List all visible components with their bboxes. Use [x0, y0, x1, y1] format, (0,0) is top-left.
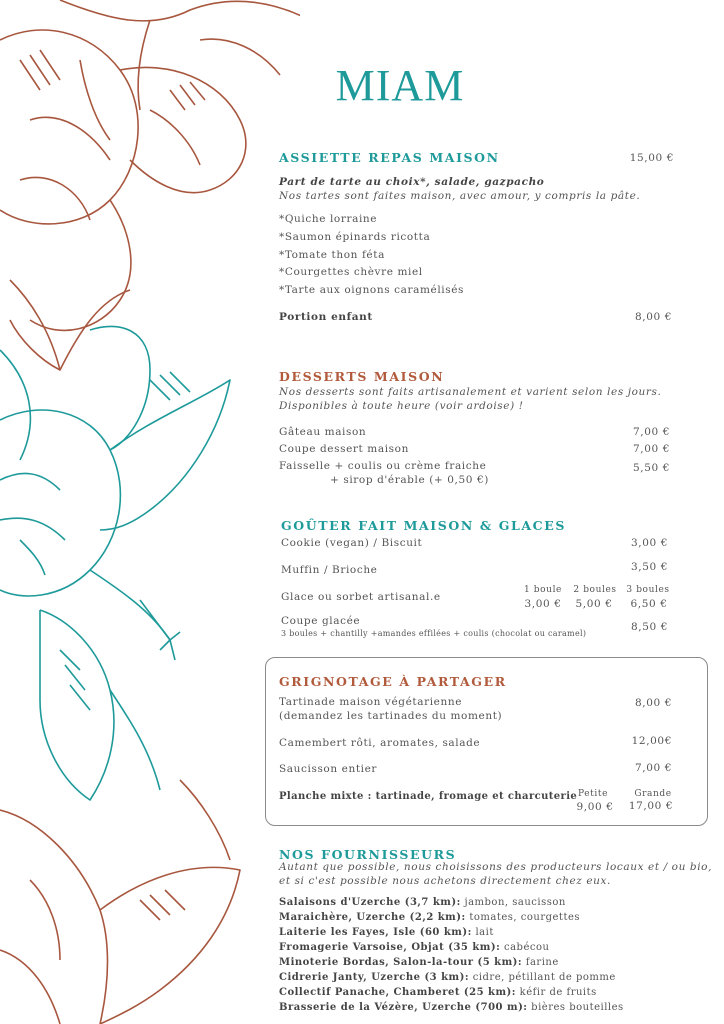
glace-size: 1 boule	[524, 585, 562, 595]
section-heading-desserts: DESSERTS MAISON	[279, 369, 445, 384]
dessert-item-price: 7,00 €	[633, 426, 670, 438]
fournisseur-products: lait	[471, 927, 494, 938]
section-heading-grignotage: GRIGNOTAGE À PARTAGER	[279, 674, 507, 689]
fournisseur-products: bières bouteilles	[527, 1002, 624, 1013]
tartinade-price: 8,00 €	[635, 697, 672, 709]
fournisseur-item	[279, 897, 566, 908]
magnolia-flower-teal-icon	[0, 326, 230, 800]
tarte-item: *Tarte aux oignons caramélisés	[279, 284, 465, 296]
dessert-item-price: 5,50 €	[633, 462, 670, 474]
fournisseurs-desc-2: et si c'est possible nous achetons directement chez eux.	[279, 875, 611, 887]
fournisseur-products: cabécou	[500, 942, 550, 953]
leaf-rust-icon	[0, 780, 240, 1024]
dessert-item-price: 7,00 €	[633, 443, 670, 455]
assiette-desc-2: Nos tartes sont faites maison, avec amour, y compris la pâte.	[279, 190, 641, 202]
fournisseur-name: Salaisons d'Uzerche (3,7 km):	[279, 897, 461, 908]
fournisseur-name: Minoterie Bordas, Salon-la-tour (5 km):	[279, 957, 523, 968]
fournisseur-name: Cidrerie Janty, Uzerche (3 km):	[279, 972, 470, 983]
planche-label: Planche mixte : tartinade, fromage et charcuterie	[279, 791, 578, 802]
fournisseur-name: Collectif Panache, Chamberet (25 km):	[279, 987, 516, 998]
fournisseur-products: farine	[522, 957, 559, 968]
tarte-item: *Quiche lorraine	[279, 213, 378, 225]
fournisseur-name: Brasserie de la Vézère, Uzerche (700 m):	[279, 1002, 528, 1013]
glace-size-price: 5,00 €	[575, 598, 613, 610]
planche-size: Grande	[634, 789, 672, 799]
fournisseur-products: tomates, courgettes	[465, 912, 581, 923]
glace-size: 2 boules	[573, 585, 617, 595]
fournisseur-item	[279, 942, 549, 953]
planche-size-price: 9,00 €	[576, 801, 614, 813]
fournisseur-item	[279, 1002, 624, 1013]
assiette-desc-1: Part de tarte au choix*, salade, gazpacho	[279, 176, 545, 188]
page-title: MIAM	[335, 61, 465, 110]
desserts-desc-1: Nos desserts sont faits artisanalement et varient selon les jours.	[279, 386, 662, 398]
tarte-item: *Courgettes chèvre miel	[279, 266, 423, 278]
faisselle-extra: + sirop d'érable (+ 0,50 €)	[330, 474, 489, 486]
fournisseur-item	[279, 972, 616, 983]
assiette-price: 15,00 €	[629, 152, 674, 164]
desserts-desc-2: Disponibles à toute heure (voir ardoise) !	[279, 400, 524, 412]
section-heading-fournisseurs: NOS FOURNISSEURS	[279, 847, 457, 862]
fournisseurs-desc-1: Autant que possible, nous choisissons des producteurs locaux et / ou bio,	[279, 861, 713, 873]
dessert-item-label: Gâteau maison	[279, 426, 367, 438]
fournisseur-products: kéfir de fruits	[515, 987, 597, 998]
cookie-label: Cookie (vegan) / Biscuit	[281, 537, 423, 549]
camembert-price: 12,00€	[631, 735, 672, 747]
glace-size-price: 6,50 €	[630, 598, 668, 610]
glace-label: Glace ou sorbet artisanal.e	[281, 591, 441, 603]
fournisseur-item	[279, 912, 580, 923]
magnolia-flower-rust-icon	[0, 0, 300, 370]
planche-size-price: 17,00 €	[628, 800, 674, 812]
tarte-item: *Tomate thon féta	[279, 249, 385, 261]
tarte-item: *Saumon épinards ricotta	[279, 231, 431, 243]
dessert-item-label: Coupe dessert maison	[279, 443, 409, 455]
fournisseur-item	[279, 957, 559, 968]
muffin-price: 3,50 €	[631, 561, 668, 573]
section-heading-gouter: GOÛTER FAIT MAISON & GLACES	[281, 518, 566, 533]
tartinade-label-2: (demandez les tartinades du moment)	[279, 710, 503, 722]
fournisseur-products: cidre, pétillant de pomme	[469, 972, 616, 983]
saucisson-label: Saucisson entier	[279, 763, 378, 775]
fournisseur-item	[279, 987, 597, 998]
floral-illustration	[0, 0, 300, 1024]
glace-size: 3 boules	[626, 585, 670, 595]
muffin-label: Muffin / Brioche	[281, 564, 378, 576]
fournisseur-item	[279, 927, 494, 938]
portion-enfant-label: Portion enfant	[279, 311, 373, 323]
tartinade-label-1: Tartinade maison végétarienne	[279, 696, 463, 708]
coupe-glacee-label: Coupe glacée	[281, 615, 361, 627]
fournisseur-products: jambon, saucisson	[460, 897, 566, 908]
camembert-label: Camembert rôti, aromates, salade	[279, 737, 481, 749]
fournisseur-name: Maraichère, Uzerche (2,2 km):	[279, 912, 466, 923]
saucisson-price: 7,00 €	[635, 762, 672, 774]
coupe-glacee-detail: 3 boules + chantilly +amandes effilées + coulis (chocolat ou caramel)	[281, 629, 587, 638]
portion-enfant-price: 8,00 €	[635, 311, 672, 323]
glace-size-price: 3,00 €	[524, 598, 562, 610]
section-heading-assiette: ASSIETTE REPAS MAISON	[279, 150, 500, 165]
dessert-item-label: Faisselle + coulis ou crème fraiche	[279, 460, 487, 472]
coupe-glacee-price: 8,50 €	[631, 621, 668, 633]
fournisseur-name: Laiterie les Fayes, Isle (60 km):	[279, 927, 472, 938]
fournisseur-name: Fromagerie Varsoise, Objat (35 km):	[279, 942, 501, 953]
cookie-price: 3,00 €	[631, 537, 668, 549]
planche-size: Petite	[577, 789, 608, 799]
